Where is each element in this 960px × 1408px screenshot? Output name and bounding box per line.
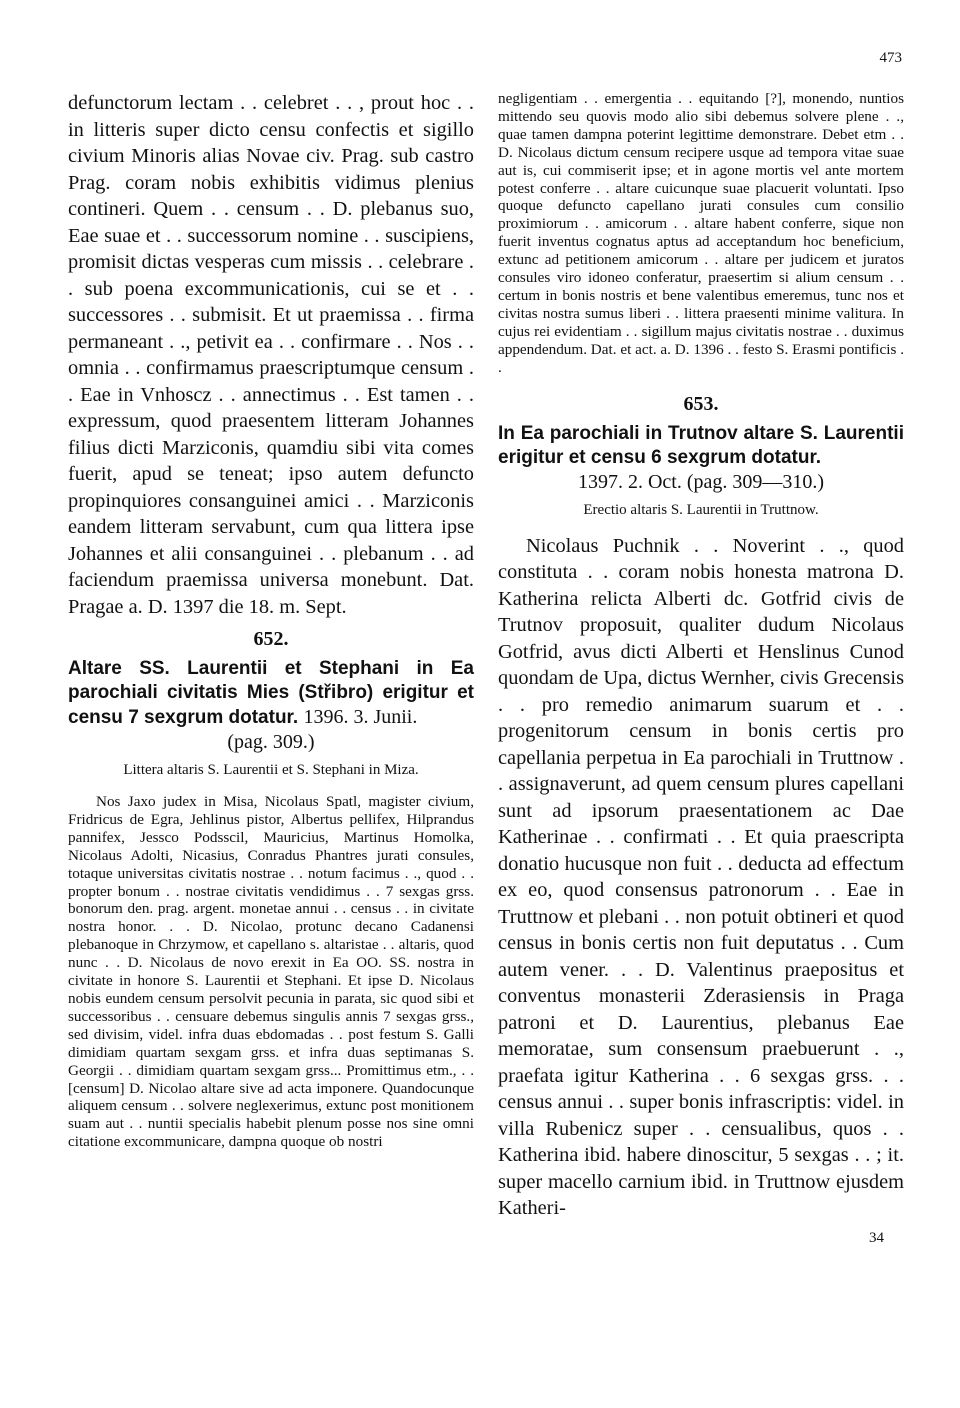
right-paragraph-1: negligentiam . . emergentia . . equitando [?], monendo, nuntios mittendo seu quovis modo alio sibi debemus solvere plene . ., quae tamen dampna poterint legittime demonstrare. Debet etm . . D. Nicolaus dictum censum recipere usque ad tempora vitae suae aut is, cui commiserit ipse; et in agone mortis vel ante mortem potest conferre . . altare cuicunque suae placuerit voluntati. Ipso quoque defuncto capellano jurati consules cum consilio proximiorum . . amicorum . . altare habent conferre, sique non fuerit inventus cognatus aptus ad acceptandum hoc beneficium, extunc ad petitionem amicorum . . altare per judicem et juratos consules viro idoneo conferatur, praesertim si alium censum . . certum in bonis nostris et bene valentibus emeremus, tunc nos et civitas nostra sumus liberi . . littera praesenti minime valitura. In cujus rei evidentiam . . sigillum majus civitatis nostrae . . duximus appendendum. Dat. et act. a. D. 1396 . . festo S. Erasmi pontificis . .	[498, 90, 904, 376]
left-column	[68, 90, 474, 1151]
section-date: 1396. 3. Junii.	[303, 706, 418, 728]
section-date: 1397. 2. Oct. (pag. 309—310.)	[577, 470, 825, 493]
signature-mark: 34	[869, 1229, 884, 1246]
section-title-653	[498, 422, 904, 494]
section-subtitle-653: Erectio altaris S. Laurentii in Truttnow.	[583, 501, 819, 518]
section-number-652: 652.	[253, 628, 289, 650]
right-column	[498, 90, 904, 1247]
section-subtitle-652: Littera altaris S. Laurentii et S. Stephani in Miza.	[123, 762, 419, 778]
section-title-text: Altare SS. Laurentii et Stephani in Ea parochiali civitatis Mies (Střibro) erigitur et censu 7 sexgrum dotatur.	[68, 658, 474, 728]
section-title-text: In Ea parochiali in Trutnov altare S. Laurentii erigitur et censu 6 sexgrum dotatur.	[498, 422, 904, 468]
section-title-652	[68, 657, 474, 754]
page-number: 473	[879, 50, 902, 66]
section-page-ref: (pag. 309.)	[227, 731, 315, 753]
right-paragraph-2: Nicolaus Puchnik . . Noverint . ., quod constituta . . coram nobis honesta matrona D. Katherina relicta Alberti dc. Gotfrid civis de Trutnov proposuit, qualiter dudum Nicolaus Gotfrid, avus dicti Alberti et Henslinus Cunod quondam de Upa, dictus Wernher, civis Grecensis . . pro remedio animarum suarum et . . progenitorum censum in bonis certis pro capellania perpetua in Ea parochiali in Truttnow . . assignaverunt, ad quem censum plures capellani sunt ad ipsorum praesentationem ac Dae Katherinae . . confirmati . . Et quia praescripta donatio hucusque non fuit . . deducta ad effectum ex eo, quod consensus patronorum . . Eae in Truttnow et plebani . . non potuit obtineri et quod census in bonis certis non fuit deputatus . . Cum autem vener. . . D. Valentinus praepositus et conventus monasterii Zderasiensis in Praga patroni et D. Laurentius, plebanus Eae memoratae, sum consensum praebuerunt . ., praefata igitur Katherina . . 6 sexgas grss. . . census annui . . super bonis infrascriptis: videl. in villa Rubenicz super . . censualibus, quos . . Katherina ibid. habere dinoscitur, 5 sexgas . . ; it. super macello carnium ibid. in Truttnow ejusdem Katheri-	[498, 534, 904, 1219]
section-number-653: 653.	[683, 392, 719, 415]
left-paragraph-1: defunctorum lectam . . celebret . . , prout hoc . . in litteris super dicto censu confectis et sigillo civium Minoris alias Novae civ. Prag. sub castro Prag. coram nobis exhibitis vidimus plenius contineri. Quem . . censum . . D. plebanus suo, Eae suae et . . successorum nomine . . suscipiens, promisit dictas vesperas cum missis . . celebrare . . sub poena excommunicationis, cui se et . . successores . . submisit. Et ut praemissa . . firma permaneant . ., petivit ea . . confirmare . . Nos . . omnia . . confirmamus praescriptumque censum . . Eae in Vnhoscz . . annectimus . . Est tamen . . expressum, quod praesentem litteram Johannes filius dicti Marziconis, quamdiu sibi vita comes fuerit, apud se teneat; ipso autem defuncto propinquiores consanguinei amici . . Marziconis eandem litteram servabunt, cum qua littera ipse Johannes et alii consanguinei . . plebanum . . ad faciendum praemissa universa monebunt. Dat. Pragae a. D. 1397 die 18. m. Sept.	[68, 92, 474, 618]
left-paragraph-2: Nos Jaxo judex in Misa, Nicolaus Spatl, magister civium, Fridricus de Egra, Jehlinus pistor, Albertus pellifex, Hilprandus pannifex, Jessco Podsscil, Mauricius, Martinus Homolka, Nicolaus Adolti, Nicasius, Conradus Phantres jurati consules, totaque universitas civitatis nostrae . . notum facimus . ., quod . . propter bonum . . nostrae civitatis vendidimus . . 7 sexgas grss. bonorum den. prag. argent. monetae annui . . census . . in civitate nostra honor. . . D. Nicolao, protunc decano Cadanensi plebanoque in Chrzymow, et capellano s. altaristae . . altaris, quod nunc . . D. Nicolaus de novo erexit in Ea OO. SS. nostra in civitate in honore S. Laurentii et Stephani. Et ipse D. Nicolaus nobis eundem censum persolvit pecunia in parata, sic quod sibi et successoribus . . censuare debemus singulis annis 7 sexgas grss., sed divisim, videl. infra duas ebdomadas . . post festum S. Galli dimidiam quartam sexgam grss. et infra duas septimanas S. Georgii . . dimidiam quartam sexgam grss... Promittimus etm., . . [censum] D. Nicolao altare sive ad acta imponere. Quandocunque aliquem censum . . solvere neglexerimus, extunc post monitionem suam aut . . nuntii specialis habebit plenum posse nos sine omni citatione excommunicare, dampna quoque ob nostri	[68, 793, 474, 1151]
